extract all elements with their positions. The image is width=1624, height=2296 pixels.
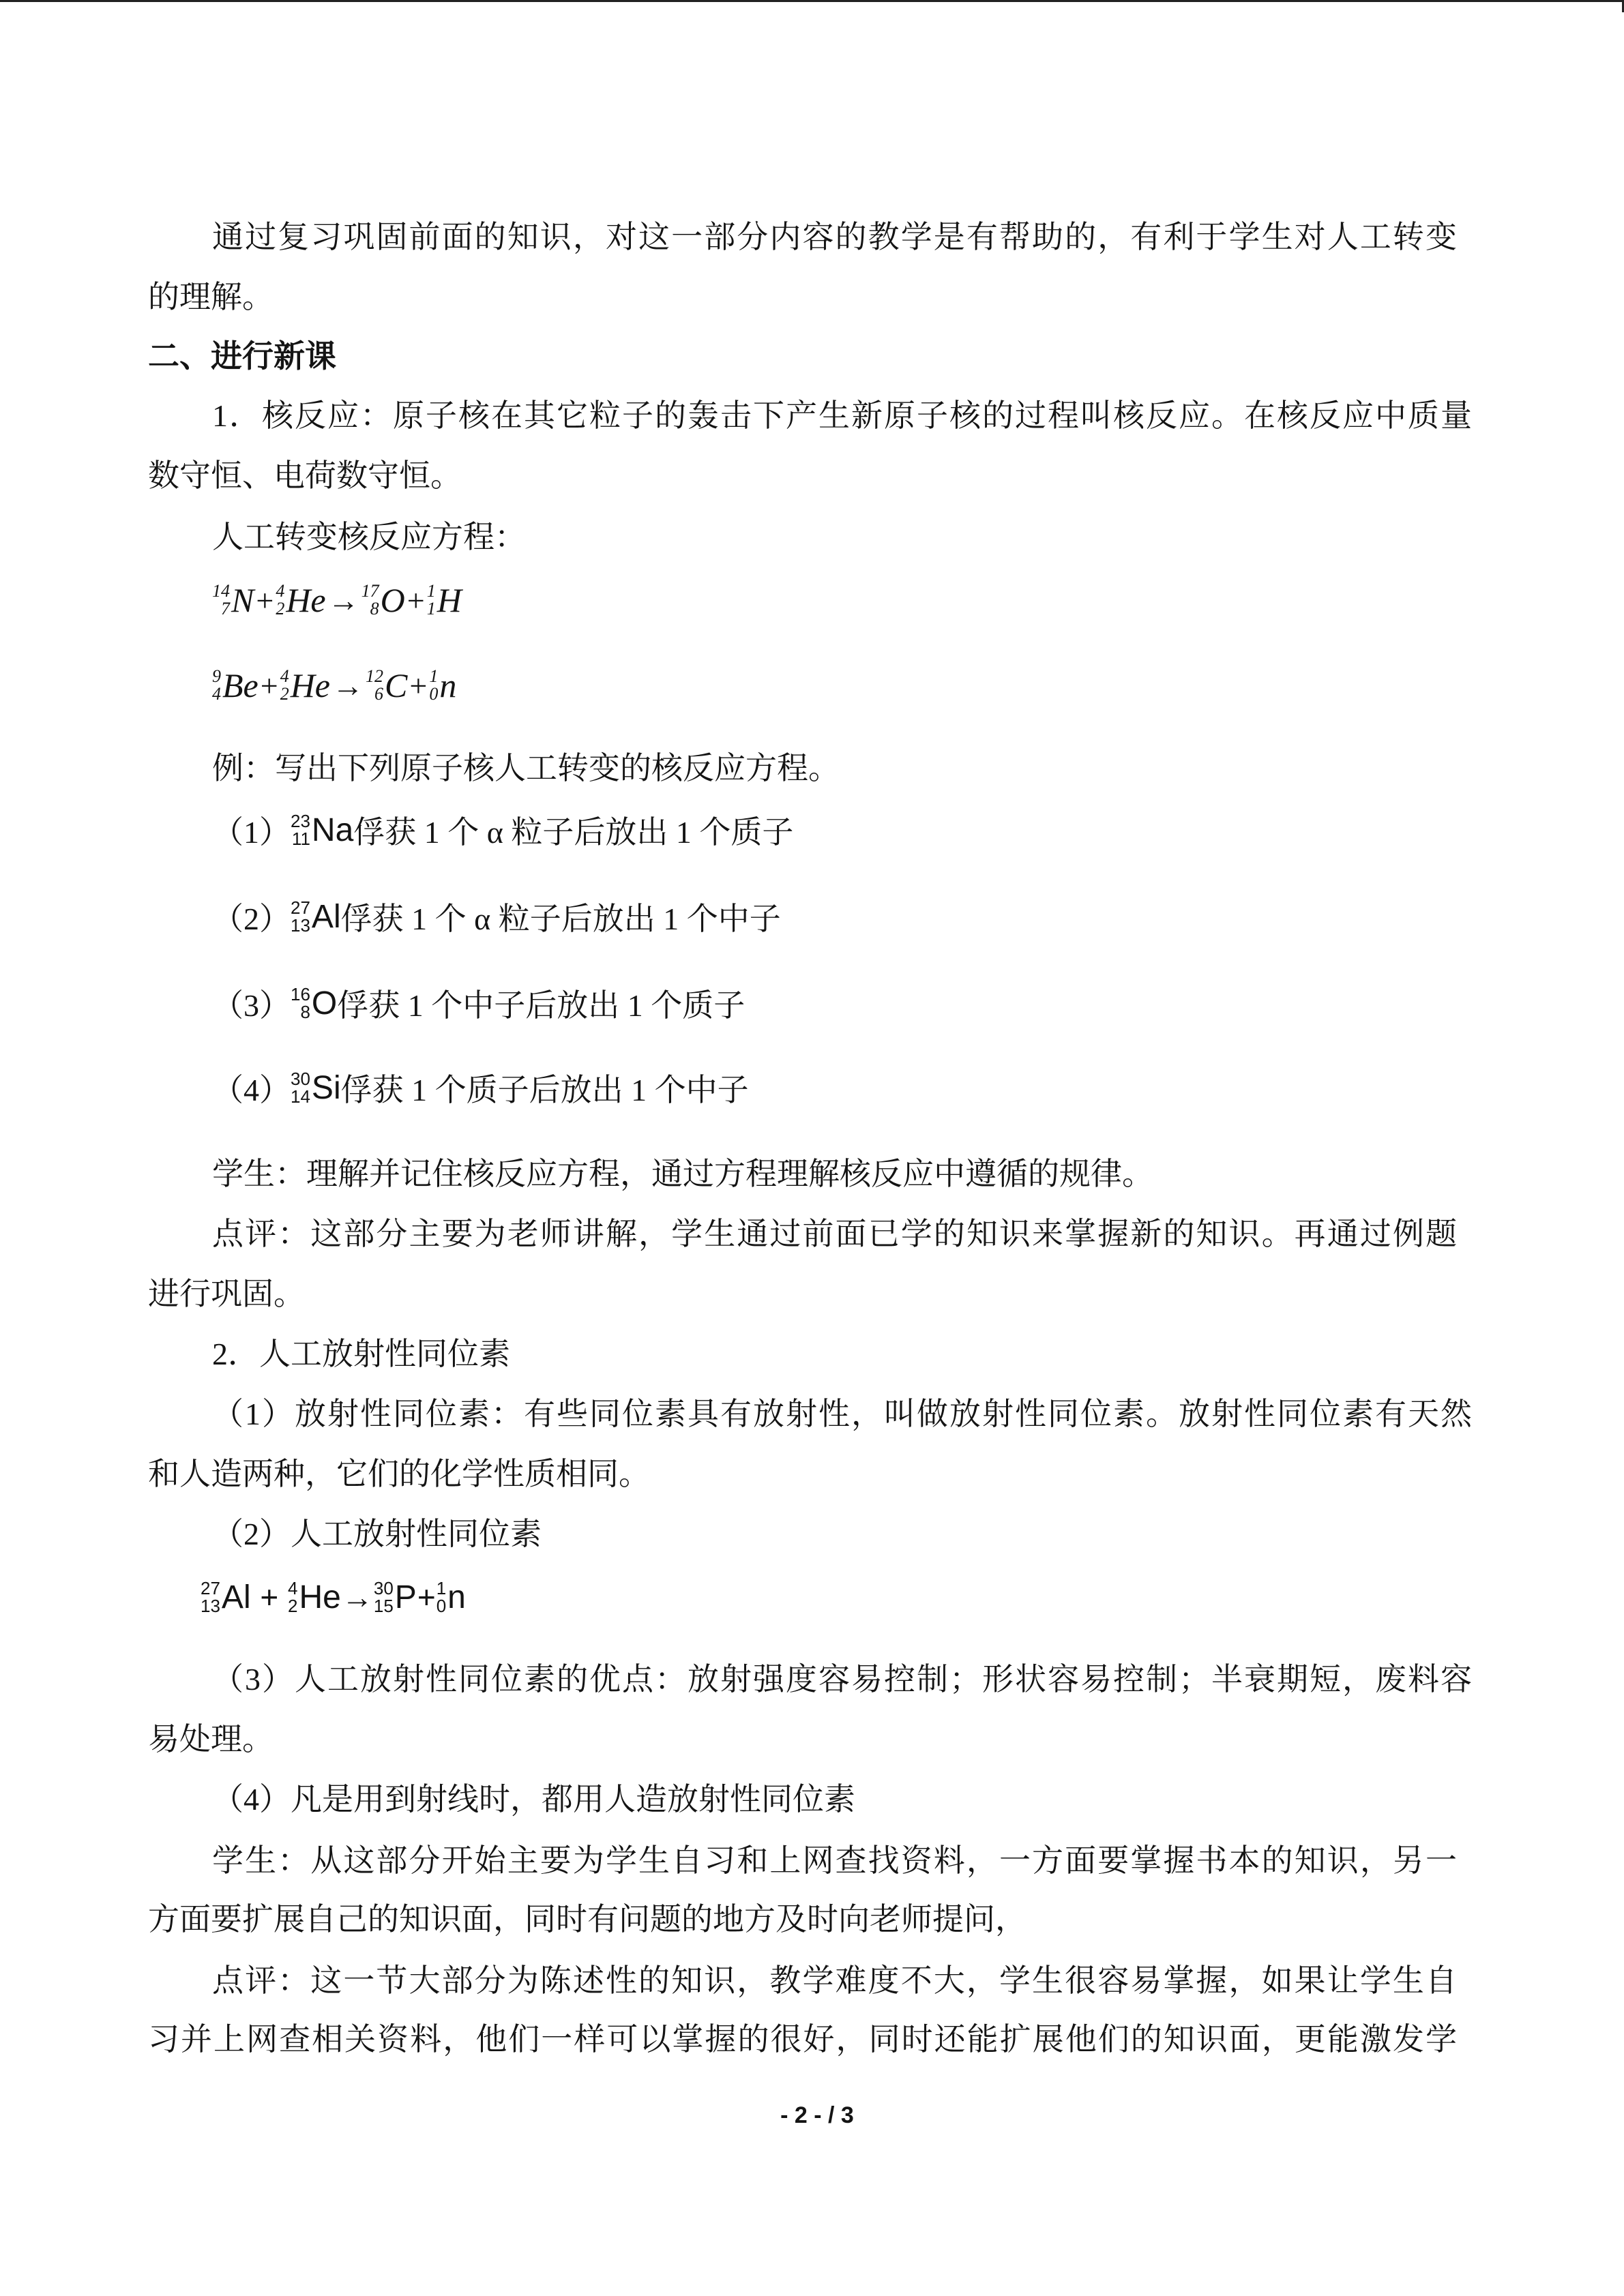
page-top-rule (0, 0, 1624, 2)
nuclide-indices (201, 1579, 220, 1615)
reaction-arrow: → (327, 582, 359, 618)
mass-number: 12 (366, 666, 383, 686)
atomic-number: 14 (291, 1086, 310, 1107)
atomic-number: 6 (374, 684, 383, 704)
atomic-number: 8 (300, 1002, 310, 1022)
mass-number: 30 (291, 1069, 310, 1089)
atomic-number: 15 (373, 1596, 394, 1616)
nuclide (291, 898, 341, 936)
isotopes-point-1-line-2: 和人造两种，它们的化学性质相同。 (148, 1457, 650, 1491)
example-item-4 (212, 1060, 749, 1115)
equation-2 (212, 658, 456, 713)
isotopes-point-3-line-2: 易处理。 (148, 1722, 274, 1757)
mass-number: 27 (291, 897, 310, 918)
nuclide-indices (291, 985, 310, 1021)
plus-sign: + (409, 668, 428, 703)
nuclide (201, 1579, 251, 1616)
definition-line-2: 数守恒、电荷数守恒。 (148, 458, 462, 493)
atomic-number: 13 (201, 1596, 220, 1616)
nuclide (361, 580, 405, 620)
plus-sign: + (256, 582, 274, 618)
atomic-number: 2 (276, 599, 285, 618)
nuclide-indices (427, 582, 436, 618)
comment-1-line-2: 进行巩固。 (148, 1277, 305, 1311)
atomic-number: 13 (291, 915, 310, 936)
nuclide-indices (374, 1579, 394, 1615)
element-symbol: He (299, 1579, 341, 1615)
equation-3 (201, 1570, 466, 1624)
mass-number: 23 (291, 811, 310, 831)
mass-number: 1 (426, 581, 436, 601)
student-note-1: 学生：理解并记住核反应方程，通过方程理解核反应中遵循的规律。 (212, 1157, 1153, 1191)
element-symbol: H (437, 581, 462, 619)
nuclide (276, 580, 325, 620)
comment-2-line-1: 点评：这一节大部分为陈述性的知识，教学难度不大，学生很容易掌握，如果让学生自 (212, 1963, 1457, 1998)
nuclide-indices (429, 668, 438, 703)
atomic-number: 1 (426, 599, 436, 618)
nuclide-indices (288, 1579, 297, 1615)
item-number: （3） (212, 988, 291, 1023)
element-symbol: C (385, 666, 408, 704)
isotopes-point-3-line-1: （3）人工放射性同位素的优点：放射强度容易控制；形状容易控制；半衰期短，废料容 (212, 1662, 1472, 1697)
comment-1-line-1: 点评：这部分主要为老师讲解，学生通过前面已学的知识来掌握新的知识。再通过例题 (212, 1217, 1457, 1251)
element-symbol: n (447, 1579, 466, 1615)
atomic-number: 2 (288, 1596, 298, 1616)
plus-sign: + (251, 1579, 288, 1615)
atomic-number: 0 (429, 684, 439, 704)
page-number: - 2 - / 3 (780, 2102, 854, 2128)
mass-number: 9 (212, 666, 221, 686)
isotopes-heading: 2．人工放射性同位素 (212, 1337, 510, 1371)
intro-line-2: 的理解。 (148, 280, 274, 314)
atomic-number: 2 (280, 684, 289, 704)
element-symbol: Na (311, 811, 354, 848)
intro-line-1: 通过复习巩固前面的知识，对这一部分内容的教学是有帮助的，有利于学生对人工转变 (212, 220, 1457, 254)
nuclide-indices (212, 582, 230, 618)
element-symbol: n (439, 666, 457, 704)
nuclide (437, 1579, 466, 1616)
definition-line-1: 1．核反应：原子核在其它粒子的轰击下产生新原子核的过程叫核反应。在核反应中质量 (212, 398, 1472, 433)
reaction-arrow: → (332, 668, 364, 703)
element-symbol: He (286, 581, 326, 619)
isotopes-point-2: （2）人工放射性同位素 (212, 1517, 542, 1551)
element-symbol: Si (311, 1069, 341, 1106)
nuclide-indices (361, 582, 379, 618)
element-symbol: O (311, 985, 338, 1022)
plus-sign: + (417, 1579, 436, 1615)
mass-number: 17 (361, 581, 379, 601)
atomic-number: 11 (291, 829, 310, 849)
student-note-2-line-2: 方面要扩展自己的知识面，同时有问题的地方及时向老师提问， (148, 1902, 1027, 1937)
element-symbol: O (380, 581, 405, 619)
mass-number: 1 (429, 666, 439, 686)
element-symbol: Al (221, 1579, 251, 1615)
nuclide (291, 985, 337, 1022)
item-text: 俘获 1 个中子后放出 1 个质子 (337, 988, 745, 1023)
nuclide-indices (291, 1070, 310, 1105)
item-text: 俘获 1 个质子后放出 1 个中子 (340, 1073, 749, 1107)
element-symbol: N (231, 581, 254, 619)
nuclide-indices (366, 668, 383, 703)
nuclide (291, 811, 353, 849)
element-symbol: He (290, 666, 330, 704)
mass-number: 27 (201, 1578, 220, 1598)
item-number: （2） (212, 901, 291, 936)
element-symbol: P (394, 1579, 417, 1615)
nuclide (291, 1069, 341, 1107)
element-symbol: Al (311, 898, 341, 935)
equation-1 (212, 573, 462, 627)
plus-sign: + (260, 668, 278, 703)
nuclide (429, 666, 456, 705)
item-number: （4） (212, 1073, 291, 1107)
element-symbol: Be (222, 666, 259, 704)
example-item-2 (212, 889, 781, 944)
nuclide-indices (291, 899, 310, 934)
mass-number: 4 (276, 581, 285, 601)
mass-number: 4 (288, 1578, 298, 1598)
isotopes-point-4: （4）凡是用到射线时，都用人造放射性同位素 (212, 1782, 855, 1817)
comment-2-line-2: 习并上网查相关资料，他们一样可以掌握的很好，同时还能扩展他们的知识面，更能激发学 (148, 2022, 1457, 2057)
mass-number: 14 (212, 581, 230, 601)
mass-number: 1 (436, 1578, 447, 1598)
isotopes-point-1-line-1: （1）放射性同位素：有些同位素具有放射性，叫做放射性同位素。放射性同位素有天然 (212, 1397, 1472, 1431)
student-note-2-line-1: 学生：从这部分开始主要为学生自习和上网查找资料，一方面要掌握书本的知识，另一 (212, 1843, 1457, 1878)
equations-label: 人工转变核反应方程： (212, 520, 526, 554)
nuclide-indices (212, 668, 221, 703)
nuclide (212, 580, 254, 620)
section-heading: 二、进行新课 (148, 338, 336, 374)
nuclide-indices (280, 668, 289, 703)
nuclide (280, 666, 330, 705)
plus-sign: + (407, 582, 425, 618)
mass-number: 16 (291, 984, 310, 1004)
nuclide (374, 1579, 417, 1616)
item-text: 俘获 1 个 α 粒子后放出 1 个质子 (353, 815, 794, 850)
item-text: 俘获 1 个 α 粒子后放出 1 个中子 (340, 901, 781, 936)
nuclide (212, 666, 259, 705)
nuclide-indices (276, 582, 284, 618)
mass-number: 30 (373, 1578, 394, 1598)
example-prompt: 例：写出下列原子核人工转变的核反应方程。 (212, 751, 840, 786)
item-number: （1） (212, 815, 291, 850)
nuclide-indices (291, 812, 310, 848)
nuclide (427, 580, 462, 620)
nuclide (366, 666, 407, 705)
nuclide (288, 1579, 341, 1616)
atomic-number: 7 (221, 599, 230, 618)
example-item-1 (212, 803, 793, 857)
reaction-arrow: → (341, 1579, 373, 1615)
atomic-number: 0 (436, 1596, 447, 1616)
atomic-number: 4 (212, 684, 221, 704)
example-item-3 (212, 976, 745, 1030)
nuclide-indices (437, 1579, 446, 1615)
mass-number: 4 (280, 666, 289, 686)
atomic-number: 8 (370, 599, 379, 618)
